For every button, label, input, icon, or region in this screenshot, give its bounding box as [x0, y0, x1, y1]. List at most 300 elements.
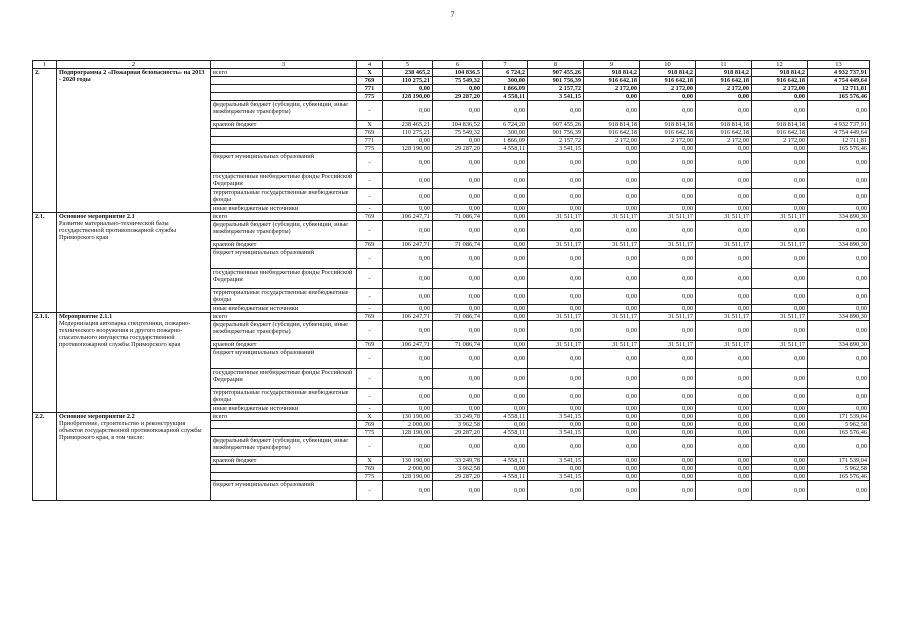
- column-number: 4: [357, 61, 383, 69]
- amount-cell: 300,00: [483, 77, 528, 85]
- funding-source: бюджет муниципальных образований: [211, 481, 357, 501]
- amount-cell: 71 086,74: [433, 241, 483, 249]
- amount-cell: 106 247,71: [383, 241, 433, 249]
- amount-cell: 918 814,18: [640, 121, 696, 129]
- amount-cell: 2 000,00: [383, 465, 433, 473]
- amount-cell: 0,00: [752, 305, 808, 313]
- amount-cell: 0,00: [483, 481, 528, 501]
- amount-cell: 0,00: [808, 101, 870, 121]
- amount-cell: 0,00: [483, 405, 528, 413]
- item-title-bold: Подпрограмма 2 «Пожарная безопасность» на 2013 - 2020 годы: [59, 69, 205, 83]
- amount-cell: 12 711,81: [808, 85, 870, 93]
- amount-cell: 0,00: [383, 249, 433, 269]
- item-title: [57, 69, 211, 213]
- amount-cell: 0,00: [528, 481, 584, 501]
- amount-cell: 0,00: [483, 153, 528, 173]
- amount-cell: 0,00: [696, 101, 752, 121]
- amount-cell: 0,00: [584, 145, 640, 153]
- amount-cell: 31 511,17: [528, 341, 584, 349]
- amount-cell: 0,00: [696, 429, 752, 437]
- column-number: 6: [433, 61, 483, 69]
- amount-cell: 0,00: [752, 145, 808, 153]
- amount-cell: 4 558,11: [483, 457, 528, 465]
- amount-cell: 0,00: [696, 349, 752, 369]
- item-number: 2.2.: [33, 413, 57, 501]
- amount-cell: 0,00: [696, 221, 752, 241]
- budget-code: 771: [357, 85, 383, 93]
- amount-cell: 0,00: [383, 289, 433, 305]
- budget-code: -: [357, 437, 383, 457]
- amount-cell: 0,00: [528, 349, 584, 369]
- funding-source: всего: [211, 69, 357, 77]
- amount-cell: 0,00: [584, 101, 640, 121]
- amount-cell: 0,00: [383, 101, 433, 121]
- amount-cell: 31 511,17: [752, 213, 808, 221]
- amount-cell: 0,00: [640, 421, 696, 429]
- item-number: 2.1.1.: [33, 313, 57, 413]
- amount-cell: 128 190,00: [383, 473, 433, 481]
- amount-cell: 0,00: [584, 321, 640, 341]
- amount-cell: 0,00: [696, 145, 752, 153]
- budget-code: -: [357, 173, 383, 189]
- funding-source: бюджет муниципальных образований: [211, 153, 357, 173]
- amount-cell: 0,00: [483, 241, 528, 249]
- amount-cell: 6 724,20: [483, 121, 528, 129]
- amount-cell: 0,00: [696, 289, 752, 305]
- amount-cell: 2 172,00: [584, 137, 640, 145]
- funding-source: [211, 473, 357, 481]
- budget-code: -: [357, 101, 383, 121]
- amount-cell: 0,00: [584, 269, 640, 289]
- amount-cell: 0,00: [640, 93, 696, 101]
- amount-cell: 0,00: [696, 173, 752, 189]
- amount-cell: 31 511,17: [640, 341, 696, 349]
- amount-cell: 0,00: [640, 473, 696, 481]
- amount-cell: 0,00: [752, 321, 808, 341]
- amount-cell: 31 511,17: [528, 213, 584, 221]
- budget-code: -: [357, 305, 383, 313]
- funding-source: краевой бюджет: [211, 121, 357, 129]
- amount-cell: 916 642,18: [752, 129, 808, 137]
- amount-cell: 0,00: [433, 481, 483, 501]
- amount-cell: 0,00: [584, 473, 640, 481]
- column-number: 10: [640, 61, 696, 69]
- amount-cell: 0,00: [696, 389, 752, 405]
- amount-cell: 5 962,58: [808, 465, 870, 473]
- amount-cell: 4 754 449,64: [808, 77, 870, 85]
- amount-cell: 0,00: [528, 369, 584, 389]
- item-title-bold: Основное мероприятие 2.1: [59, 213, 135, 220]
- amount-cell: 130 190,00: [383, 457, 433, 465]
- amount-cell: 106 247,71: [383, 213, 433, 221]
- amount-cell: 0,00: [808, 189, 870, 205]
- amount-cell: 29 287,20: [433, 473, 483, 481]
- amount-cell: 918 814,18: [584, 121, 640, 129]
- amount-cell: 31 511,17: [696, 213, 752, 221]
- amount-cell: 0,00: [433, 389, 483, 405]
- amount-cell: 31 511,17: [696, 313, 752, 321]
- amount-cell: 0,00: [640, 429, 696, 437]
- amount-cell: 5 962,58: [808, 421, 870, 429]
- amount-cell: 0,00: [696, 473, 752, 481]
- amount-cell: 128 190,00: [383, 145, 433, 153]
- amount-cell: 916 642,18: [584, 77, 640, 85]
- amount-cell: 4 558,11: [483, 413, 528, 421]
- amount-cell: 12 711,81: [808, 137, 870, 145]
- item-number: 2.: [33, 69, 57, 213]
- amount-cell: 4 558,11: [483, 473, 528, 481]
- amount-cell: 4 754 449,64: [808, 129, 870, 137]
- amount-cell: 106 247,71: [383, 341, 433, 349]
- amount-cell: 0,00: [483, 213, 528, 221]
- amount-cell: 0,00: [528, 189, 584, 205]
- amount-cell: 0,00: [383, 369, 433, 389]
- amount-cell: 0,00: [584, 481, 640, 501]
- budget-code: -: [357, 349, 383, 369]
- item-title: [57, 413, 211, 501]
- amount-cell: 918 814,18: [696, 121, 752, 129]
- amount-cell: 0,00: [752, 93, 808, 101]
- budget-code: -: [357, 369, 383, 389]
- amount-cell: 0,00: [433, 289, 483, 305]
- amount-cell: 0,00: [383, 437, 433, 457]
- amount-cell: 238 465,2: [383, 69, 433, 77]
- amount-cell: 0,00: [808, 389, 870, 405]
- amount-cell: 2 000,00: [383, 421, 433, 429]
- amount-cell: 0,00: [696, 153, 752, 173]
- amount-cell: 0,00: [640, 321, 696, 341]
- amount-cell: 0,00: [433, 153, 483, 173]
- amount-cell: 31 511,17: [528, 241, 584, 249]
- amount-cell: 0,00: [483, 305, 528, 313]
- budget-code: X: [357, 413, 383, 421]
- amount-cell: 0,00: [433, 101, 483, 121]
- amount-cell: 0,00: [584, 221, 640, 241]
- amount-cell: 0,00: [808, 369, 870, 389]
- funding-source: всего: [211, 313, 357, 321]
- amount-cell: 0,00: [696, 93, 752, 101]
- budget-code: 769: [357, 213, 383, 221]
- budget-code: 769: [357, 421, 383, 429]
- amount-cell: 0,00: [483, 205, 528, 213]
- header-row: [33, 61, 870, 69]
- column-number: 1: [33, 61, 57, 69]
- amount-cell: 33 249,78: [433, 457, 483, 465]
- amount-cell: 918 814,2: [696, 69, 752, 77]
- funding-source: территориальные государственные внебюджетные фонды: [211, 189, 357, 205]
- amount-cell: 0,00: [752, 481, 808, 501]
- amount-cell: 0,00: [383, 305, 433, 313]
- amount-cell: 75 549,32: [433, 77, 483, 85]
- amount-cell: 0,00: [696, 421, 752, 429]
- amount-cell: 3 962,58: [433, 421, 483, 429]
- amount-cell: 0,00: [752, 173, 808, 189]
- amount-cell: 0,00: [433, 173, 483, 189]
- amount-cell: 3 541,15: [528, 473, 584, 481]
- budget-code: 775: [357, 93, 383, 101]
- amount-cell: 31 511,17: [584, 313, 640, 321]
- amount-cell: 1 866,09: [483, 85, 528, 93]
- amount-cell: 75 549,32: [433, 129, 483, 137]
- amount-cell: 0,00: [483, 321, 528, 341]
- budget-code: -: [357, 221, 383, 241]
- column-number: 11: [696, 61, 752, 69]
- amount-cell: 2 172,00: [752, 85, 808, 93]
- amount-cell: 0,00: [752, 437, 808, 457]
- amount-cell: 0,00: [433, 405, 483, 413]
- amount-cell: 3 962,58: [433, 465, 483, 473]
- amount-cell: 0,00: [433, 85, 483, 93]
- funding-source: краевой бюджет: [211, 457, 357, 465]
- amount-cell: 918 814,2: [584, 69, 640, 77]
- budget-code: -: [357, 405, 383, 413]
- amount-cell: 0,00: [808, 173, 870, 189]
- amount-cell: 0,00: [584, 405, 640, 413]
- amount-cell: 0,00: [696, 189, 752, 205]
- amount-cell: 2 172,00: [696, 85, 752, 93]
- item-title: [57, 313, 211, 413]
- amount-cell: 2 172,00: [584, 85, 640, 93]
- page-number: 7: [450, 10, 455, 19]
- funding-source: [211, 77, 357, 85]
- amount-cell: 0,00: [528, 465, 584, 473]
- amount-cell: 0,00: [483, 389, 528, 405]
- amount-cell: 0,00: [528, 437, 584, 457]
- amount-cell: 0,00: [640, 465, 696, 473]
- budget-code: 769: [357, 341, 383, 349]
- amount-cell: 0,00: [584, 369, 640, 389]
- amount-cell: 0,00: [528, 173, 584, 189]
- amount-cell: 0,00: [696, 481, 752, 501]
- amount-cell: 128 190,00: [383, 93, 433, 101]
- amount-cell: 31 511,17: [584, 213, 640, 221]
- funding-source: [211, 145, 357, 153]
- amount-cell: 0,00: [584, 465, 640, 473]
- amount-cell: 0,00: [640, 173, 696, 189]
- budget-code: -: [357, 289, 383, 305]
- funding-source: [211, 85, 357, 93]
- amount-cell: 0,00: [383, 269, 433, 289]
- amount-cell: 0,00: [584, 289, 640, 305]
- budget-code: 769: [357, 77, 383, 85]
- amount-cell: 0,00: [383, 205, 433, 213]
- amount-cell: 0,00: [483, 289, 528, 305]
- amount-cell: 0,00: [584, 153, 640, 173]
- amount-cell: 0,00: [584, 93, 640, 101]
- amount-cell: 0,00: [640, 189, 696, 205]
- budget-code: 775: [357, 145, 383, 153]
- amount-cell: 0,00: [433, 189, 483, 205]
- amount-cell: 0,00: [640, 205, 696, 213]
- amount-cell: 334 890,30: [808, 213, 870, 221]
- amount-cell: 0,00: [752, 465, 808, 473]
- amount-cell: 0,00: [483, 249, 528, 269]
- funding-source: [211, 421, 357, 429]
- amount-cell: 0,00: [640, 269, 696, 289]
- amount-cell: 33 249,78: [433, 413, 483, 421]
- funding-source: территориальные государственные внебюджетные фонды: [211, 389, 357, 405]
- amount-cell: 4 558,11: [483, 93, 528, 101]
- amount-cell: 31 511,17: [696, 241, 752, 249]
- table-row: [33, 413, 870, 421]
- amount-cell: 0,00: [584, 189, 640, 205]
- amount-cell: 300,00: [483, 129, 528, 137]
- amount-cell: 0,00: [433, 305, 483, 313]
- budget-table: [32, 60, 870, 501]
- amount-cell: 0,00: [433, 321, 483, 341]
- amount-cell: 901 756,39: [528, 77, 584, 85]
- amount-cell: 1 866,09: [483, 137, 528, 145]
- amount-cell: 238 465,21: [383, 121, 433, 129]
- amount-cell: 0,00: [483, 269, 528, 289]
- amount-cell: 0,00: [808, 321, 870, 341]
- amount-cell: 0,00: [528, 289, 584, 305]
- amount-cell: 31 511,17: [640, 313, 696, 321]
- budget-code: X: [357, 69, 383, 77]
- amount-cell: 0,00: [383, 137, 433, 145]
- amount-cell: 71 086,74: [433, 313, 483, 321]
- amount-cell: 0,00: [640, 249, 696, 269]
- amount-cell: 4 932 737,91: [808, 69, 870, 77]
- table-row: [33, 313, 870, 321]
- budget-code: -: [357, 249, 383, 269]
- budget-code: 769: [357, 313, 383, 321]
- amount-cell: 916 642,18: [696, 129, 752, 137]
- amount-cell: 0,00: [696, 465, 752, 473]
- amount-cell: 2 157,72: [528, 137, 584, 145]
- amount-cell: 0,00: [808, 349, 870, 369]
- amount-cell: 0,00: [640, 101, 696, 121]
- amount-cell: 0,00: [640, 145, 696, 153]
- amount-cell: 0,00: [584, 457, 640, 465]
- amount-cell: 0,00: [584, 305, 640, 313]
- item-title-text: Модернизация автопарка спецтехники, пожарно-технического вооружения и другого пожарно-спасательного имущества государственной противопожарной службы Приморского края: [59, 320, 191, 348]
- amount-cell: 31 511,17: [696, 341, 752, 349]
- amount-cell: 0,00: [483, 101, 528, 121]
- amount-cell: 110 275,21: [383, 77, 433, 85]
- amount-cell: 104 836,52: [433, 121, 483, 129]
- amount-cell: 0,00: [528, 269, 584, 289]
- amount-cell: 165 576,46: [808, 429, 870, 437]
- amount-cell: 0,00: [483, 465, 528, 473]
- amount-cell: 0,00: [483, 421, 528, 429]
- amount-cell: 0,00: [433, 437, 483, 457]
- budget-code: -: [357, 189, 383, 205]
- amount-cell: 0,00: [528, 153, 584, 173]
- column-number: 9: [584, 61, 640, 69]
- funding-source: [211, 93, 357, 101]
- column-number: 8: [528, 61, 584, 69]
- amount-cell: 0,00: [696, 457, 752, 465]
- amount-cell: 0,00: [640, 437, 696, 457]
- amount-cell: 6 724,2: [483, 69, 528, 77]
- amount-cell: 0,00: [752, 269, 808, 289]
- amount-cell: 0,00: [696, 413, 752, 421]
- amount-cell: 0,00: [528, 101, 584, 121]
- amount-cell: 0,00: [752, 205, 808, 213]
- funding-source: [211, 429, 357, 437]
- amount-cell: 0,00: [528, 389, 584, 405]
- amount-cell: 0,00: [640, 481, 696, 501]
- amount-cell: 0,00: [696, 249, 752, 269]
- budget-code: -: [357, 481, 383, 501]
- amount-cell: 29 287,20: [433, 429, 483, 437]
- amount-cell: 3 541,15: [528, 413, 584, 421]
- amount-cell: 916 642,18: [752, 77, 808, 85]
- amount-cell: 0,00: [383, 189, 433, 205]
- amount-cell: 128 190,00: [383, 429, 433, 437]
- amount-cell: 0,00: [584, 205, 640, 213]
- amount-cell: 0,00: [483, 437, 528, 457]
- funding-source: [211, 129, 357, 137]
- funding-source: [211, 465, 357, 473]
- amount-cell: 0,00: [383, 405, 433, 413]
- amount-cell: 0,00: [696, 269, 752, 289]
- amount-cell: 110 275,21: [383, 129, 433, 137]
- amount-cell: 0,00: [752, 369, 808, 389]
- amount-cell: 171 539,04: [808, 413, 870, 421]
- amount-cell: 0,00: [584, 389, 640, 405]
- budget-code: -: [357, 153, 383, 173]
- amount-cell: 0,00: [584, 349, 640, 369]
- budget-code: X: [357, 457, 383, 465]
- funding-source: территориальные государственные внебюджетные фонды: [211, 289, 357, 305]
- amount-cell: 0,00: [383, 221, 433, 241]
- amount-cell: 4 558,11: [483, 145, 528, 153]
- amount-cell: 916 642,18: [640, 129, 696, 137]
- amount-cell: 0,00: [433, 137, 483, 145]
- amount-cell: 31 511,17: [584, 241, 640, 249]
- funding-source: всего: [211, 413, 357, 421]
- amount-cell: 0,00: [383, 389, 433, 405]
- amount-cell: 0,00: [752, 405, 808, 413]
- amount-cell: 3 541,15: [528, 93, 584, 101]
- amount-cell: 0,00: [584, 437, 640, 457]
- amount-cell: 0,00: [528, 321, 584, 341]
- amount-cell: 0,00: [584, 173, 640, 189]
- amount-cell: 0,00: [808, 153, 870, 173]
- amount-cell: 0,00: [696, 369, 752, 389]
- funding-source: государственные внебюджетные фонды Российской Федерации: [211, 269, 357, 289]
- table-row: [33, 213, 870, 221]
- amount-cell: 0,00: [433, 205, 483, 213]
- amount-cell: 71 086,74: [433, 213, 483, 221]
- amount-cell: 916 642,18: [584, 129, 640, 137]
- amount-cell: 0,00: [752, 413, 808, 421]
- amount-cell: 0,00: [752, 153, 808, 173]
- amount-cell: 165 576,46: [808, 145, 870, 153]
- funding-source: федеральный бюджет (субсидии, субвенции, иные межбюджетные трансферты): [211, 321, 357, 341]
- amount-cell: 0,00: [640, 305, 696, 313]
- budget-code: X: [357, 121, 383, 129]
- amount-cell: 0,00: [640, 405, 696, 413]
- amount-cell: 0,00: [483, 313, 528, 321]
- amount-cell: 0,00: [383, 481, 433, 501]
- amount-cell: 29 287,20: [433, 93, 483, 101]
- budget-code: 775: [357, 429, 383, 437]
- amount-cell: 0,00: [808, 249, 870, 269]
- budget-code: -: [357, 269, 383, 289]
- amount-cell: 0,00: [528, 305, 584, 313]
- funding-source: федеральный бюджет (субсидии, субвенции, иные межбюджетные трансферты): [211, 437, 357, 457]
- funding-source: краевой бюджет: [211, 241, 357, 249]
- funding-source: краевой бюджет: [211, 341, 357, 349]
- column-number: 12: [752, 61, 808, 69]
- budget-code: 769: [357, 129, 383, 137]
- amount-cell: 0,00: [640, 153, 696, 173]
- item-title-text: Развитие материально-технической базы государственной противопожарной службы Приморского края: [59, 220, 177, 241]
- amount-cell: 0,00: [483, 189, 528, 205]
